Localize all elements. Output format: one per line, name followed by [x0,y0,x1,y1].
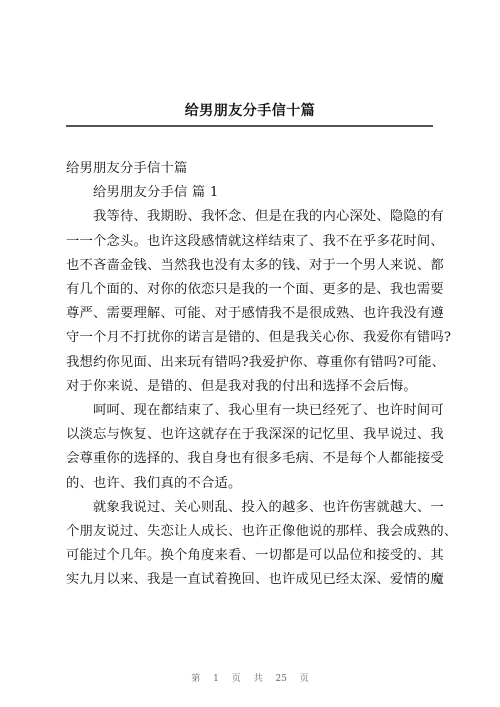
body-line: 一一个念头。也许这段感情就这样结束了、我不在乎多花时间、 [66,233,444,249]
document-title: 给男朋友分手信十篇 [184,103,316,119]
body-line: 呵呵、现在都结束了、我心里有一块已经死了、也许时间可 [93,403,444,419]
footer-page-unit: 页 [231,674,241,684]
body-line: 可能过个几年。换个角度来看、一切都是可以品位和接受的、其 [66,548,444,564]
body-line: 我想约你见面、出来玩有错吗?我爱护你、尊重你有错吗?可能、 [66,354,446,370]
body-line: 会尊重你的选择的、我自身也有很多毛病、不是每个人都能接受 [66,451,444,467]
footer-total-pages: 25 [275,674,287,684]
body-line: 我等待、我期盼、我怀念、但是在我的内心深处、隐隐的有 [93,209,444,225]
body-line: 个朋友说过、失恋让人成长、也许正像他说的那样、我会成熟的、 [66,524,458,540]
body-line: 尊严、需要理解、可能、对于感情我不是很成熟、也许我没有遵 [66,306,444,322]
body-line: 对于你来说、是错的、但是我对我的付出和选择不会后悔。 [66,378,417,394]
footer-page-number: 1 [213,674,219,684]
body-line: 实九月以来、我是一直试着挽回、也许成见已经太深、爱情的魔 [66,572,444,588]
body-line: 有几个面的、对你的依恋只是我的一个面、更多的是、我也需要 [66,282,444,298]
body-line: 就象我说过、关心则乱、投入的越多、也许伤害就越大、一 [93,499,444,515]
title-divider [66,125,433,127]
footer-page-label: 第 [191,674,201,684]
page-footer [0,673,500,685]
body-line: 的、也许、我们真的不合适。 [66,475,242,491]
document-body [66,157,458,593]
footer-total-label: 共 [253,674,263,684]
footer-total-unit: 页 [299,674,309,684]
body-line: 以淡忘与恢复、也许这就存在于我深深的记忆里、我早说过、我 [66,427,444,443]
body-line: 也不吝啬金钱、当然我也没有太多的钱、对于一个男人来说、都 [66,257,444,273]
body-line: 给男朋友分手信十篇 [66,161,188,176]
body-line: 守一个月不打扰你的诺言是错的、但是我关心你、我爱你有错吗? [66,330,452,346]
body-line: 给男朋友分手信 篇 1 [93,185,219,201]
